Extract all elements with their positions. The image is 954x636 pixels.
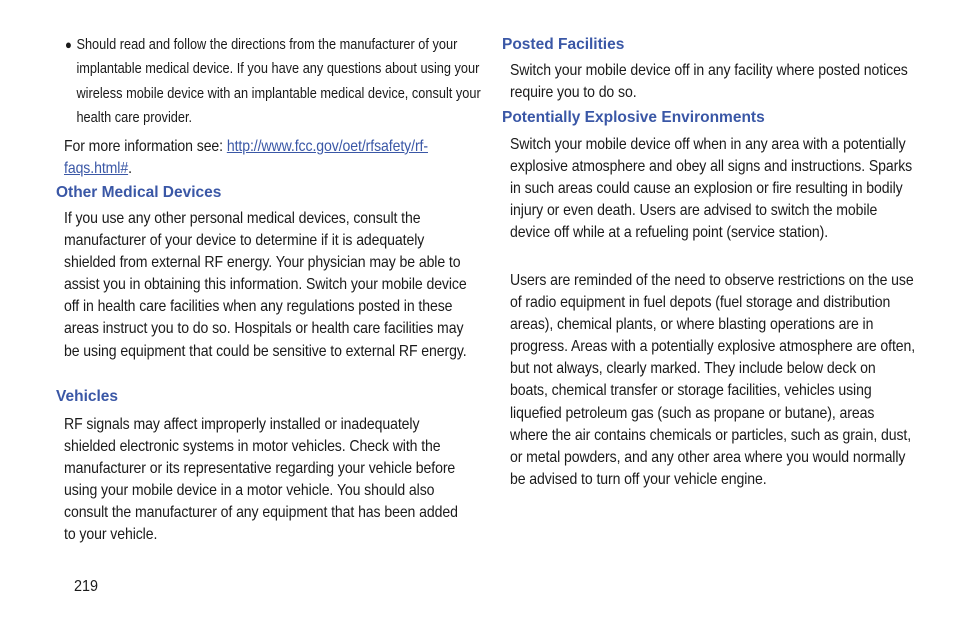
explosive-section-2 (510, 270, 914, 491)
vehicles-section (64, 414, 469, 547)
bullet-text: Should read and follow the directions from the manufacturer of your implantable medical device. If you have any questions about using your wireless mobile device with an implantable medical device, consult your health care provider. (76, 37, 481, 126)
explosive-paragraph-1: Switch your mobile device off when in any area with a potentially explosive atmosphere and obey all signs and instructions. Sparks in such areas could cause an explosion or fire resulting in bodily injury or even death. Users are advised to switch the mobile device off while at a refueling point (service station). (510, 136, 913, 242)
vehicles-paragraph: RF signals may affect improperly installed or inadequately shielded electronic systems in motor vehicles. Check with the manufacturer or its representative regarding your vehicle before using your mobile device in a motor vehicle. You should also consult the manufacturer of any equipment that has been added to your vehicle. (64, 416, 458, 544)
heading-vehicles: Vehicles (56, 388, 119, 405)
posted-section (510, 60, 914, 104)
heading-other-medical-devices: Other Medical Devices (56, 184, 222, 201)
heading-potentially-explosive: Potentially Explosive Environments (502, 109, 765, 126)
explosive-paragraph-2: Users are reminded of the need to observe restrictions on the use of radio equipment in fuel depots (fuel storage and distribution areas), chemical plants, or where blasting operations are in progress. Areas with a potentially explosive atmosphere are often, but not always, clearly marked. They include below deck on boats, chemical transfer or storage facilities, vehicles using liquefied petroleum gas (such as propane or butane), areas where the air contains chemicals or particles, such as grain, dust, or metal powders, and any other area where you would normally be advised to turn off your vehicle engine. (510, 272, 916, 488)
other-medical-paragraph: If you use any other personal medical devices, consult the manufacturer of your device to determine if it is adequately shielded from external RF energy. Your physician may be able to assist you in obtaining this information. Switch your mobile device off in health care facilities when any regulations posted in these areas instruct you to do so. Hospitals or health care facilities may be using equipment that could be sensitive to external RF energy. (64, 210, 467, 360)
bullet-icon: ● (65, 37, 72, 52)
more-info (64, 136, 469, 180)
more-info-suffix: . (128, 160, 132, 178)
heading-posted-facilities: Posted Facilities (502, 36, 625, 53)
bullet-list (65, 33, 481, 130)
page-number: 219 (74, 578, 99, 595)
more-info-prefix: For more information see: (64, 138, 227, 155)
posted-paragraph: Switch your mobile device off in any facility where posted notices require you to do so. (510, 62, 908, 102)
more-info-paragraph (64, 136, 470, 180)
fcc-faq-link[interactable]: http://www.fcc.gov/oet/rfsafety/rf-faqs.html# (64, 138, 428, 178)
other-medical-section (64, 208, 469, 363)
explosive-section-1 (510, 134, 914, 244)
list-item (65, 33, 483, 130)
